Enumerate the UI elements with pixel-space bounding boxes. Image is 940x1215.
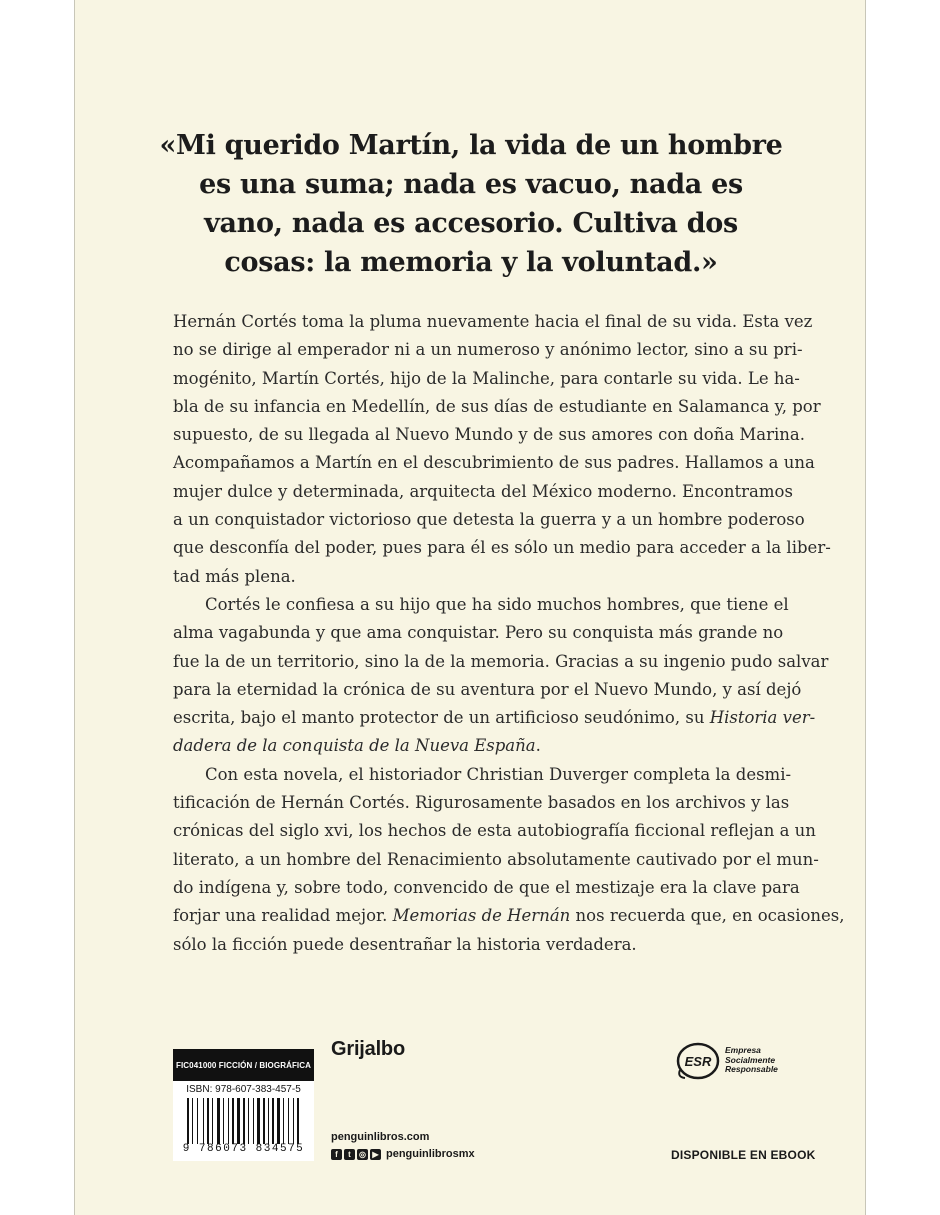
barcode-bar	[283, 1098, 284, 1144]
barcode-bar	[217, 1098, 220, 1144]
synopsis-line: alma vagabunda y que ama conquistar. Pero su conquista más grande no	[173, 623, 784, 643]
barcode-bar	[241, 1098, 242, 1144]
barcode-bar	[277, 1098, 280, 1144]
barcode-bar	[199, 1098, 202, 1144]
pull-quote	[75, 126, 867, 282]
barcode-bar	[187, 1098, 189, 1144]
synopsis-line: no se dirige al emperador ni a un numeroso y anónimo lector, sino a su pri-	[173, 340, 803, 360]
barcode-bar	[270, 1098, 271, 1144]
synopsis-line: fue la de un territorio, sino la de la memoria. Gracias a su ingenio pudo salvar	[173, 651, 829, 671]
esr-caption-line: Socialmente	[725, 1054, 776, 1065]
barcode-bar	[223, 1098, 224, 1144]
synopsis-text: forjar una realidad mejor.	[173, 906, 393, 926]
synopsis-line: mujer dulce y determinada, arquitecta del México moderno. Encontramos	[173, 481, 793, 501]
barcode-bar	[225, 1098, 227, 1144]
social-handle: penguinlibrosmx	[386, 1148, 475, 1160]
synopsis-line: sólo la ficción puede desentrañar la historia verdadera.	[173, 934, 637, 954]
barcode-bar	[250, 1098, 252, 1144]
barcode-bar	[288, 1098, 289, 1144]
barcode-bar	[214, 1098, 216, 1144]
synopsis-line: supuesto, de su llegada al Nuevo Mundo y de sus amores con doña Marina.	[173, 425, 806, 445]
book-title-italic: Memorias de Hernán	[392, 906, 571, 926]
esr-logo-icon	[675, 1040, 723, 1082]
esr-badge	[675, 1040, 795, 1082]
barcode-bar	[235, 1098, 236, 1144]
barcode-bars	[187, 1098, 303, 1146]
barcode-bar	[248, 1098, 249, 1144]
synopsis-line	[173, 704, 816, 732]
synopsis-line: que desconfía del poder, pues para él es sólo un medio para acceder a la liber-	[173, 538, 831, 558]
barcode-bar	[207, 1098, 209, 1144]
barcode-bar	[194, 1098, 196, 1144]
book-title-italic: dadera de la conquista de la Nueva España	[173, 736, 536, 756]
barcode	[173, 1081, 314, 1161]
barcode-bar	[275, 1098, 276, 1144]
publisher-website: penguinlibros.com	[331, 1131, 430, 1143]
synopsis-line: crónicas del siglo xvi, los hechos de esta autobiografía ficcional reflejan a un	[173, 821, 816, 841]
barcode-bar	[293, 1098, 294, 1144]
barcode-bar	[253, 1098, 254, 1144]
barcode-bar	[210, 1098, 211, 1144]
synopsis-text: .	[535, 736, 541, 756]
synopsis-line: Acompañamos a Martín en el descubrimiento de sus padres. Hallamos a una	[173, 453, 815, 473]
barcode-bar	[272, 1098, 274, 1144]
youtube-icon: ▶	[370, 1149, 381, 1160]
barcode-bar	[281, 1098, 282, 1144]
esr-caption-line: Empresa	[725, 1045, 761, 1055]
category-label: FIC041000 FICCIÓN / BIOGRÁFICA	[173, 1049, 314, 1081]
barcode-bar	[203, 1098, 204, 1144]
synopsis-line: bla de su infancia en Medellín, de sus días de estudiante en Salamanca y, por	[173, 396, 821, 416]
synopsis-line: Cortés le confiesa a su hijo que ha sido muchos hombres, que tiene el	[205, 594, 789, 614]
synopsis-text: nos recuerda que, en ocasiones,	[570, 906, 845, 926]
barcode-bar	[285, 1098, 287, 1144]
synopsis-text: escrita, bajo el manto protector de un artificioso seudónimo, su	[173, 708, 710, 728]
synopsis-line: Hernán Cortés toma la pluma nuevamente hacia el final de su vida. Esta vez	[173, 312, 813, 331]
isbn-number: ISBN: 978-607-383-457-5	[186, 1084, 301, 1095]
synopsis-line	[173, 902, 845, 930]
barcode-bar	[261, 1098, 262, 1144]
synopsis-line: para la eternidad la crónica de su aventura por el Nuevo Mundo, y así dejó	[173, 679, 802, 699]
barcode-bar	[190, 1098, 191, 1144]
barcode-bar	[192, 1098, 193, 1144]
synopsis-line: a un conquistador victorioso que detesta la guerra y a un hombre poderoso	[173, 510, 805, 530]
barcode-bar	[268, 1098, 269, 1144]
barcode-bar	[221, 1098, 222, 1144]
barcode-bar	[246, 1098, 247, 1144]
social-links	[331, 1148, 475, 1160]
esr-caption-line: Responsable	[725, 1064, 778, 1074]
barcode-bar	[228, 1098, 229, 1144]
synopsis-line: Con esta novela, el historiador Christian Duverger completa la desmi-	[205, 764, 792, 784]
barcode-bar	[266, 1098, 267, 1144]
instagram-icon: ◎	[357, 1149, 368, 1160]
barcode-bar	[297, 1098, 299, 1144]
esr-logo-text: ESR	[684, 1054, 712, 1069]
synopsis-line: do indígena y, sobre todo, convencido de que el mestizaje era la clave para	[173, 877, 800, 897]
barcode-bar	[300, 1098, 301, 1144]
synopsis-line: tad más plena.	[173, 566, 296, 586]
synopsis-line: mogénito, Martín Cortés, hijo de la Malinche, para contarle su vida. Le ha-	[173, 368, 800, 388]
barcode-bar	[290, 1098, 292, 1144]
synopsis-line: literato, a un hombre del Renacimiento absolutamente cautivado por el mun-	[173, 849, 819, 869]
barcode-bar	[243, 1098, 245, 1144]
barcode-bar	[237, 1098, 240, 1144]
synopsis	[173, 308, 845, 959]
synopsis-line	[173, 732, 768, 760]
barcode-bar	[205, 1098, 206, 1144]
quote-line: «Mi querido Martín, la vida de un hombre	[159, 130, 783, 161]
book-back-cover	[74, 0, 866, 1215]
quote-line: es una suma; nada es vacuo, nada es	[199, 169, 743, 200]
quote-line: cosas: la memoria y la voluntad.»	[224, 247, 718, 278]
barcode-bar	[212, 1098, 213, 1144]
synopsis-line: tificación de Hernán Cortés. Rigurosamente basados en los archivos y las	[173, 793, 790, 813]
barcode-bar	[232, 1098, 234, 1144]
twitter-icon: t	[344, 1149, 355, 1160]
publisher-logo: Grijalbo	[331, 1038, 405, 1060]
book-title-italic: Historia ver-	[709, 708, 816, 728]
ebook-availability: DISPONIBLE EN EBOOK	[671, 1148, 816, 1162]
barcode-digits: 9 786073 834575	[182, 1143, 305, 1155]
barcode-bar	[263, 1098, 265, 1144]
quote-line: vano, nada es accesorio. Cultiva dos	[204, 208, 738, 239]
facebook-icon: f	[331, 1149, 342, 1160]
esr-caption	[725, 1046, 778, 1075]
barcode-bar	[230, 1098, 231, 1144]
barcode-bar	[257, 1098, 260, 1144]
barcode-bar	[197, 1098, 198, 1144]
barcode-bar	[255, 1098, 256, 1144]
barcode-bar	[295, 1098, 296, 1144]
